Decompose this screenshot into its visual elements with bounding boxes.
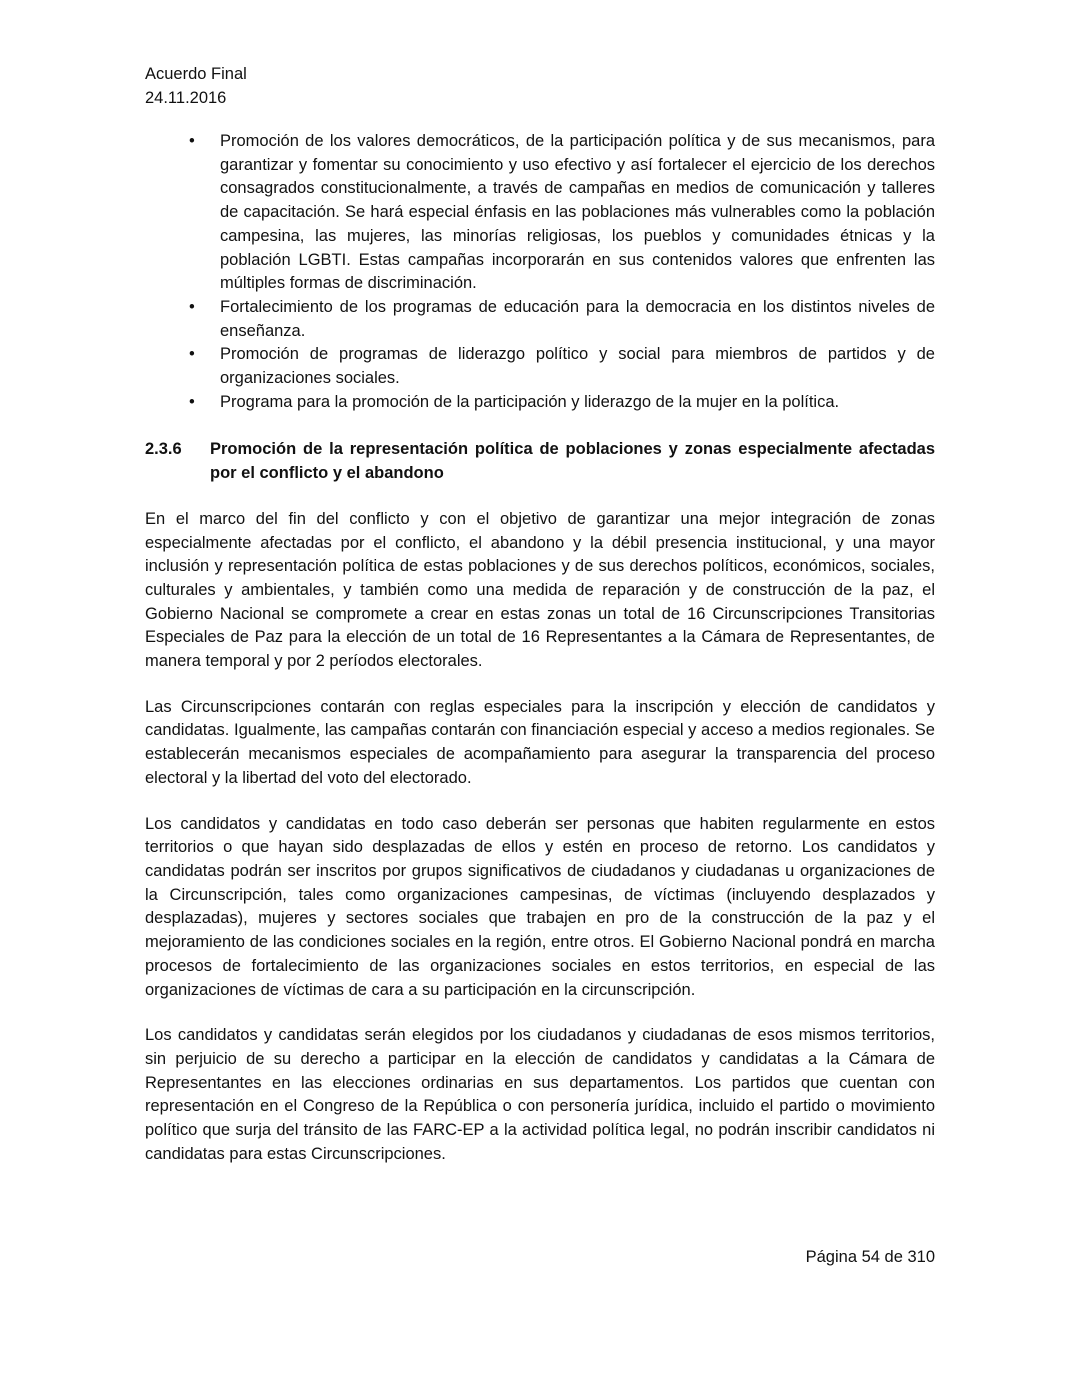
bullet-item — [145, 391, 935, 415]
section-title: Promoción de la representación política de poblaciones y zonas especialmente afectadas por el conflicto y el abandono — [210, 440, 935, 483]
body-paragraph: Los candidatos y candidatas en todo caso deberán ser personas que habiten regularmente en estos territorios o que hayan sido desplazadas de ellos y estén en proceso de retorno. Los candidatos y candidatas podrán ser inscritos por grupos significativos de ciudadanos y ciudadanas u organizaciones de la Circunscripción, tales como organizaciones campesinas, de víctimas (incluyendo desplazados y desplazadas), mujeres y sectores sociales que trabajen en pro de la construcción de la paz y el mejoramiento de las condiciones sociales en la región, entre otros. El Gobierno Nacional pondrá en marcha procesos de fortalecimiento de las organizaciones sociales en estos territorios, en especial de las organizaciones de víctimas de cara a su participación en la circunscripción. — [145, 814, 935, 999]
bullet-text: Promoción de los valores democráticos, de la participación política y de sus mecanismos, para garantizar y fomentar su conocimiento y uso efectivo y así fortalecer el ejercicio de los derechos consagrados constitucionalmente, a través de campañas en medios de comunicación y talleres de capacitación. Se hará especial énfasis en las poblaciones más vulnerables como la población campesina, las mujeres, las minorías religiosas, los pueblos y comunidades étnicas y la población LGBTI. Estas campañas incorporarán en sus contenidos valores que enfrenten las múltiples formas de discriminación. — [220, 132, 935, 293]
body-paragraph: Los candidatos y candidatas serán elegidos por los ciudadanos y ciudadanas de esos mismos territorios, sin perjuicio de su derecho a participar en la elección de candidatos y candidatas a la Cámara de Representantes en las elecciones ordinarias en sus departamentos. Los partidos que cuentan con representación en el Congreso de la República o con personería jurídica, incluido el partido o movimiento político que surja del tránsito de las FARC-EP a la actividad política legal, no podrán inscribir candidatos ni candidatas para estas Circunscripciones. — [145, 1026, 935, 1163]
bullet-list — [145, 130, 935, 414]
bullet-text: Promoción de programas de liderazgo político y social para miembros de partidos y de organizaciones sociales. — [220, 345, 935, 388]
section-heading — [145, 438, 935, 485]
bullet-icon: • — [189, 297, 195, 316]
section-number: 2.3.6 — [145, 440, 182, 459]
bullet-item — [145, 130, 935, 296]
bullet-icon: • — [189, 132, 195, 150]
document-page — [145, 62, 935, 1166]
page-number: Página 54 de 310 — [805, 1248, 935, 1266]
bullet-item — [145, 296, 935, 343]
bullet-icon: • — [189, 392, 195, 411]
document-date: 24.11.2016 — [145, 89, 227, 107]
bullet-item — [145, 343, 935, 390]
document-title: Acuerdo Final — [145, 65, 247, 83]
bullet-text: Programa para la promoción de la participación y liderazgo de la mujer en la política. — [220, 392, 840, 411]
body-paragraph: En el marco del fin del conflicto y con el objetivo de garantizar una mejor integración de zonas especialmente afectadas por el conflicto, el abandono y la débil presencia institucional, y una mayor inclusión y representación política de estas poblaciones y de sus derechos políticos, económicos, sociales, culturales y ambientales, y también como una medida de reparación y de construcción de la paz, el Gobierno Nacional se compromete a crear en estas zonas un total de 16 Circunscripciones Transitorias Especiales de Paz para la elección de un total de 16 Representantes a la Cámara de Representantes, de manera temporal y por 2 períodos electorales. — [145, 509, 935, 671]
bullet-text: Fortalecimiento de los programas de educación para la democracia en los distintos niveles de enseñanza. — [220, 297, 935, 340]
bullet-icon: • — [189, 345, 195, 364]
body-paragraph: Las Circunscripciones contarán con reglas especiales para la inscripción y elección de candidatos y candidatas. Igualmente, las campañas contarán con financiación especial y acceso a medios regionales. Se establecerán mecanismos especiales de acompañamiento para asegurar la transparencia del proceso electoral y la libertad del voto del electorado. — [145, 697, 935, 787]
